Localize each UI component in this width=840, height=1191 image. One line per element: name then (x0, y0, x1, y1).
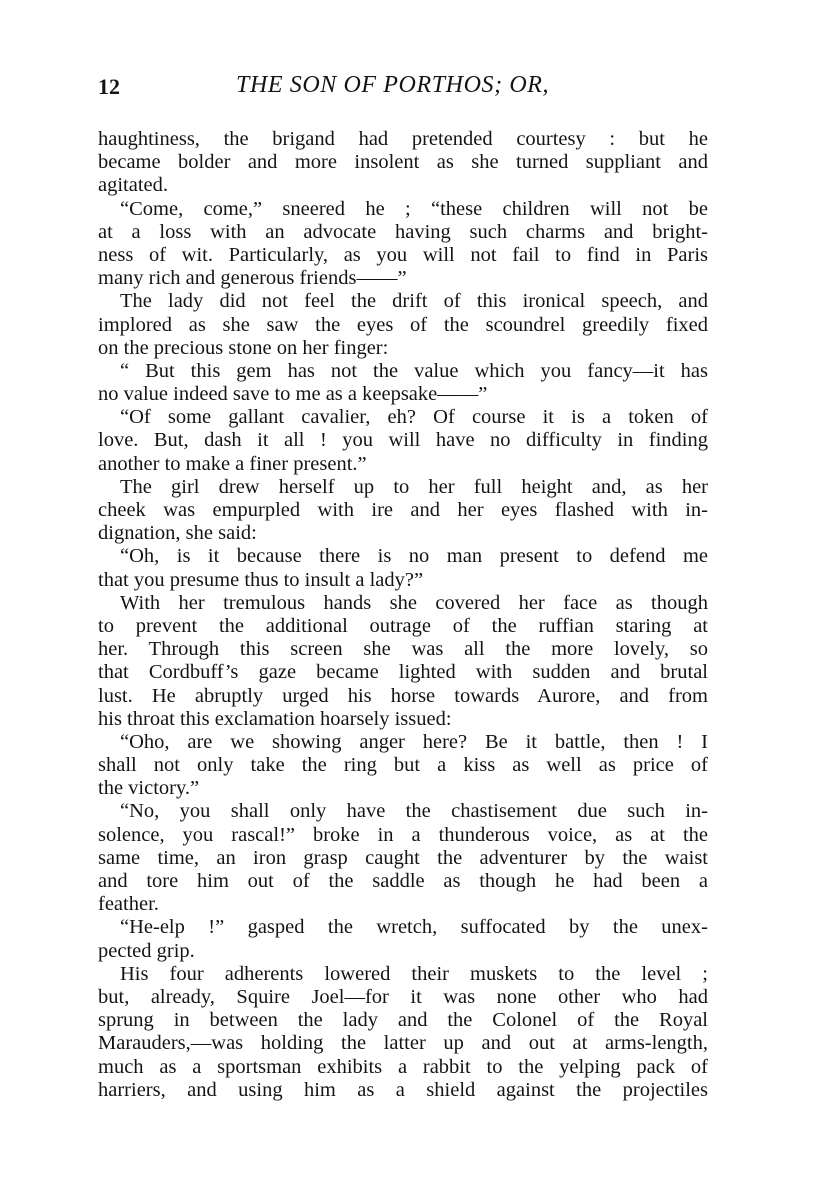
text-line: her. Through this screen she was all the more lovely, so (98, 638, 708, 661)
text-line: dignation, she said: (98, 522, 257, 545)
text-line: “No, you shall only have the chastisement due such in- (120, 800, 708, 823)
text-line: much as a sportsman exhibits a rabbit to the yelping pack of (98, 1055, 708, 1078)
body-text (98, 128, 708, 1102)
text-line: The lady did not feel the drift of this ironical speech, and (120, 290, 708, 313)
text-line: became bolder and more insolent as she turned suppliant and (98, 151, 708, 174)
text-line: pected grip. (98, 939, 195, 962)
text-line: love. But, dash it all ! you will have no difficulty in finding (98, 429, 708, 452)
text-line: “Oho, are we showing anger here? Be it battle, then ! I (120, 730, 708, 753)
page-number: 12 (98, 74, 120, 99)
text-line: feather. (98, 893, 159, 916)
text-line: haughtiness, the brigand had pretended courtesy : but he (98, 128, 708, 150)
text-line: “Come, come,” sneered he ; “these children will not be (120, 197, 708, 220)
text-line: His four adherents lowered their muskets to the level ; (120, 962, 708, 985)
text-line: the victory.” (98, 777, 200, 800)
text-line: lust. He abruptly urged his horse towards Aurore, and from (98, 684, 708, 707)
text-line: another to make a finer present.” (98, 452, 367, 475)
running-title: THE SON OF PORTHOS; OR, (236, 72, 550, 98)
text-line: agitated. (98, 174, 169, 197)
text-line: With her tremulous hands she covered her face as though (120, 591, 708, 614)
text-line: “Oh, is it because there is no man present to defend me (120, 545, 708, 568)
text-line: same time, an iron grasp caught the adventurer by the waist (98, 846, 708, 869)
text-line: that you presume thus to insult a lady?” (98, 568, 424, 591)
text-line: on the precious stone on her finger: (98, 336, 389, 359)
text-line: many rich and generous friends——” (98, 267, 407, 290)
page-header (98, 72, 708, 102)
text-line: harriers, and using him as a shield against the projectiles (98, 1078, 708, 1101)
text-line: his throat this exclamation hoarsely issued: (98, 707, 452, 730)
text-line: no value indeed save to me as a keepsake——” (98, 383, 488, 406)
text-line: cheek was empurpled with ire and her eyes flashed with in- (98, 499, 708, 521)
text-line: that Cordbuff’s gaze became lighted with sudden and brutal (98, 661, 708, 684)
text-line: implored as she saw the eyes of the scoundrel greedily fixed (98, 313, 708, 336)
text-line: The girl drew herself up to her full height and, as her (120, 475, 708, 498)
text-line: sprung in between the lady and the Colonel of the Royal (98, 1009, 708, 1032)
text-line: ness of wit. Particularly, as you will not fail to find in Paris (98, 243, 708, 266)
text-line: “ But this gem has not the value which you fancy—it has (120, 359, 708, 382)
text-line: “He-elp !” gasped the wretch, suffocated by the unex- (120, 916, 708, 939)
text-line: but, already, Squire Joel—for it was none other who had (98, 985, 708, 1008)
text-line: at a loss with an advocate having such charms and bright- (98, 220, 708, 243)
text-line: shall not only take the ring but a kiss as well as price of (98, 754, 708, 777)
text-line: “Of some gallant cavalier, eh? Of course it is a token of (120, 406, 708, 429)
text-line: solence, you rascal!” broke in a thunderous voice, as at the (98, 823, 708, 846)
text-line: to prevent the additional outrage of the ruffian staring at (98, 614, 708, 637)
text-line: and tore him out of the saddle as though he had been a (98, 870, 708, 892)
text-line: Marauders,—was holding the latter up and out at arms-length, (98, 1032, 708, 1055)
